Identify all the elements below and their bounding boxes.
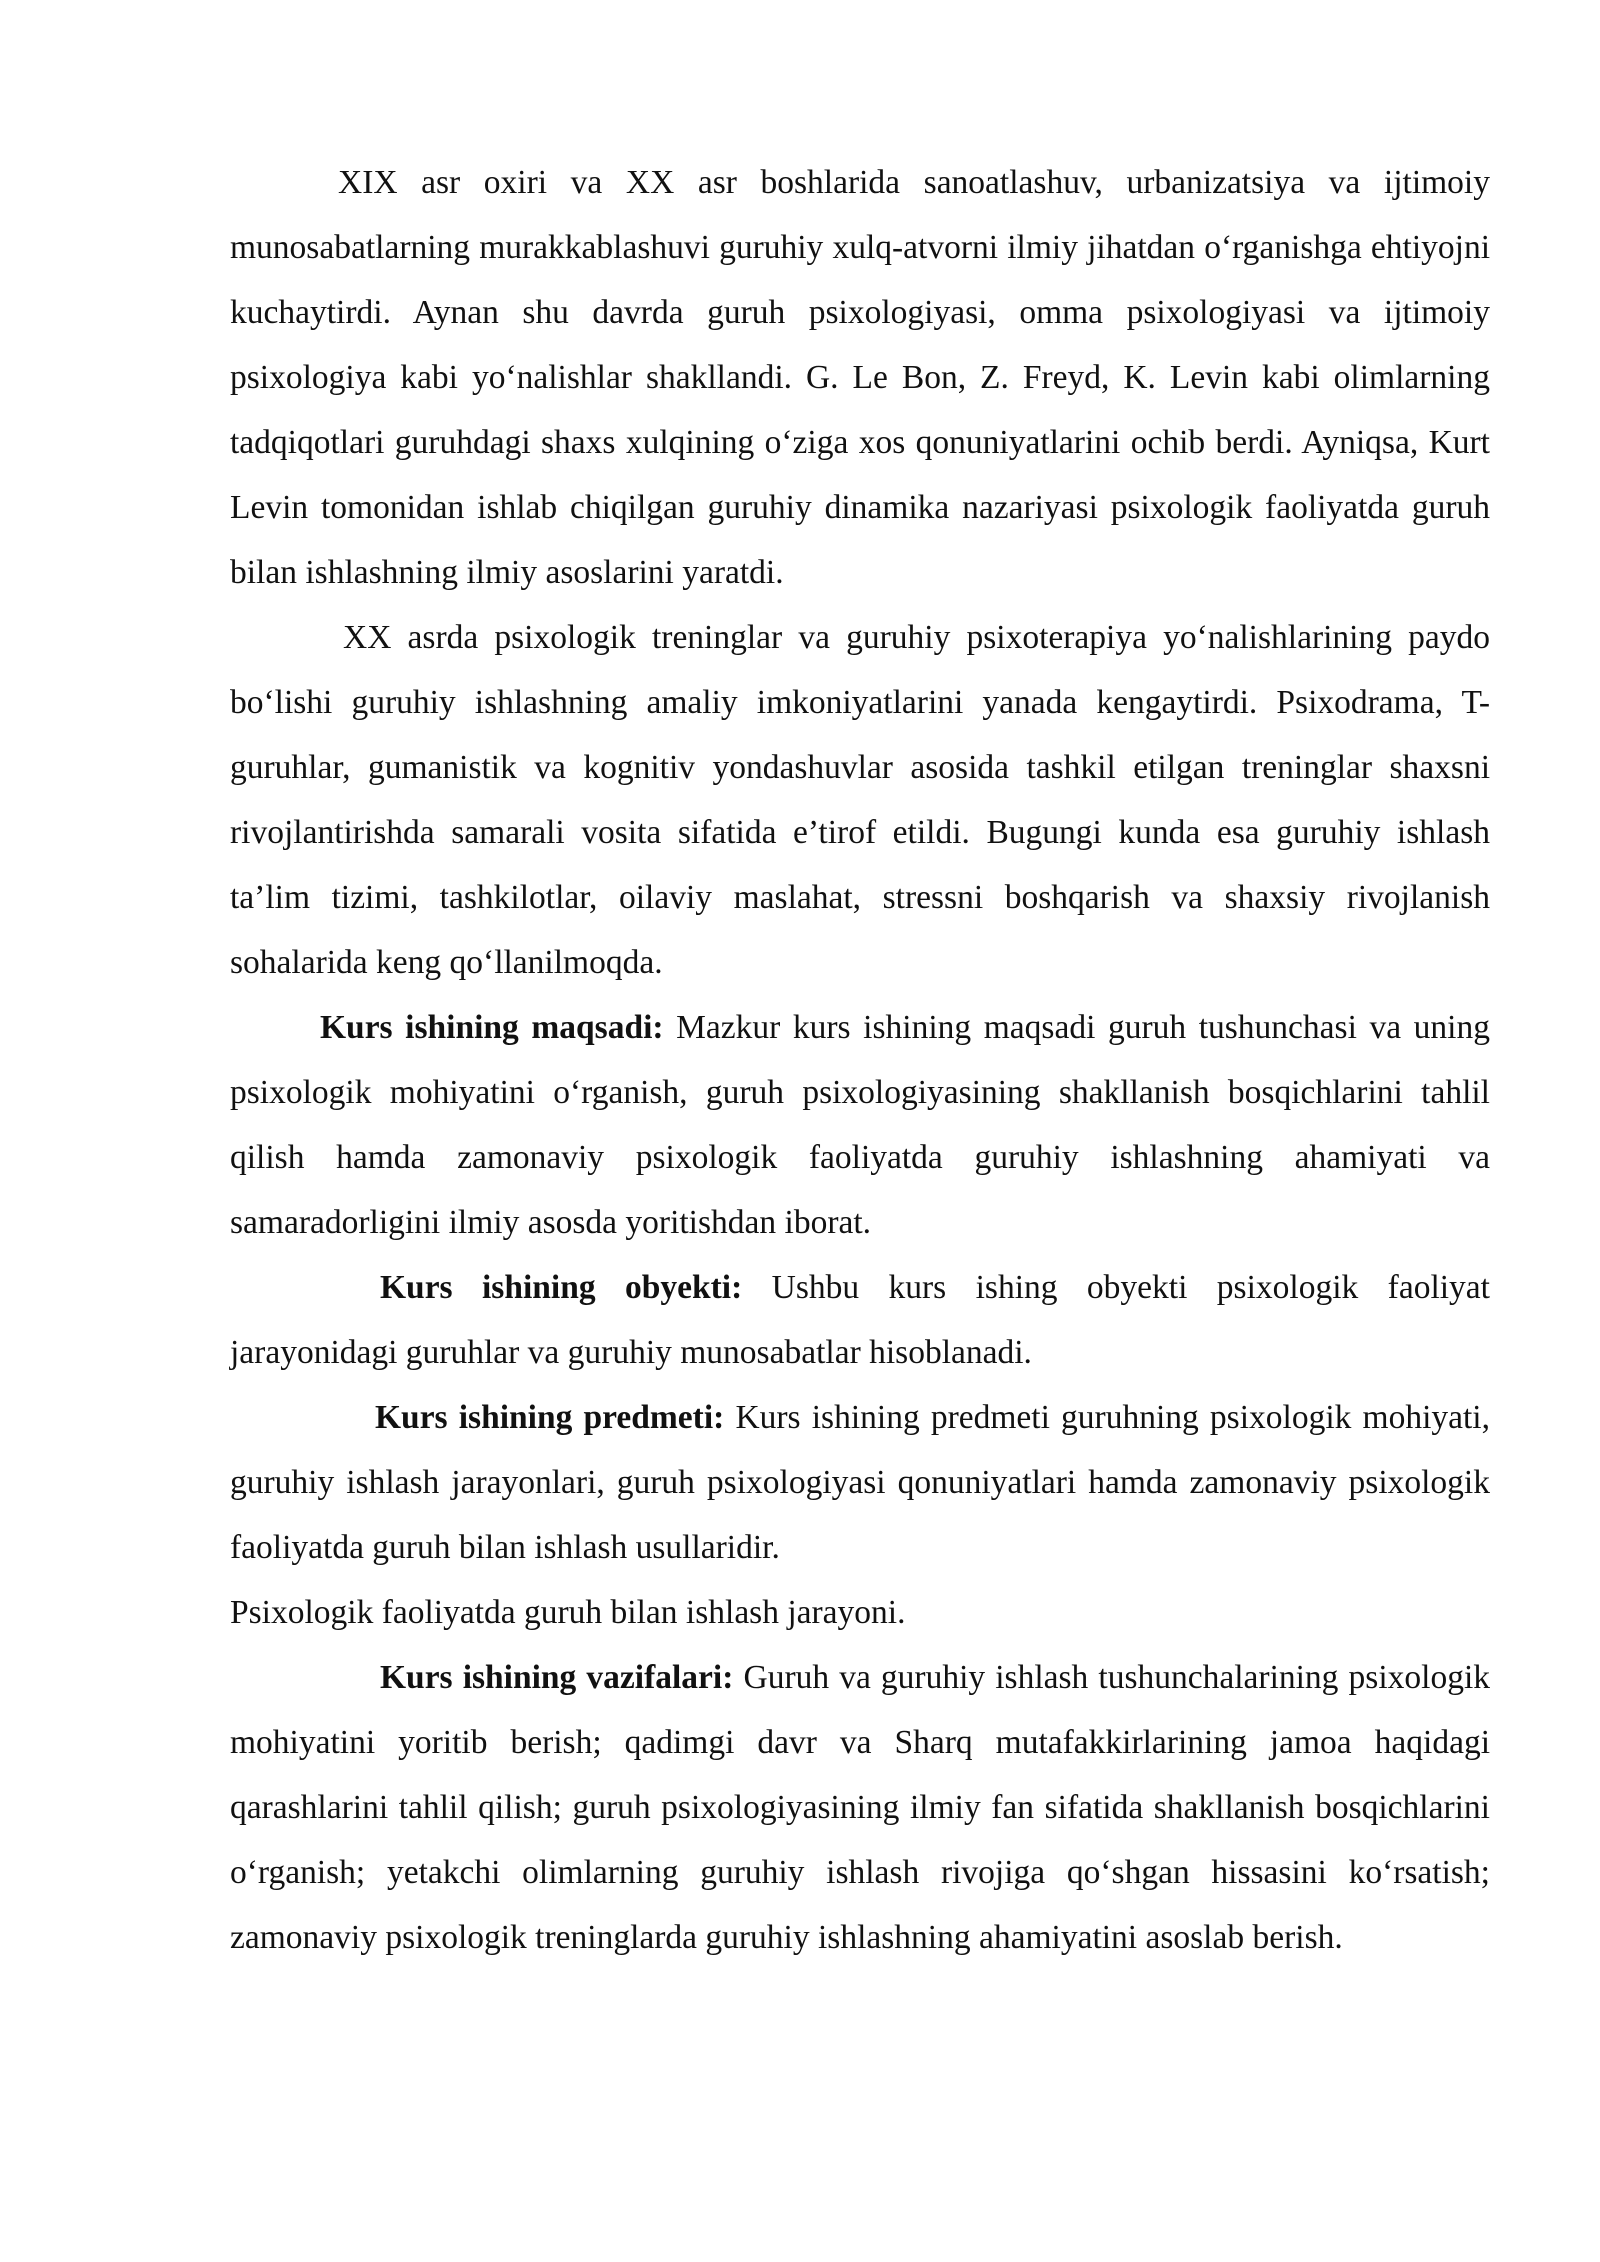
paragraph-history-19-20	[230, 150, 1490, 605]
paragraph-tasks	[230, 1645, 1490, 1970]
paragraph-goal	[230, 995, 1490, 1255]
document-body	[230, 150, 1490, 1970]
paragraph-text: Guruh va guruhiy ishlash tushunchalarining psixologik mohiyatini yoritib berish; qadimgi davr va Sharq mutafakkirlarining jamoa haqidagi qarashlarini tahlil qilish; guruh psixologiyasining ilmiy fan sifatida shakllanish bosqichlarini o‘rganish; yetakchi olimlarning guruhiy ishlash rivojiga qo‘shgan hissasini ko‘rsatish; zamonaviy psixologik treninglarda guruhiy ishlashning ahamiyatini asoslab berish.	[230, 1659, 1490, 1956]
paragraph-object	[230, 1255, 1490, 1385]
paragraph-text: XX asrda psixologik treninglar va guruhiy psixoterapiya yo‘nalishlarining paydo bo‘lishi guruhiy ishlashning amaliy imkoniyatlarini yanada kengaytirdi. Psixodrama, T-guruhlar, gumanistik va kognitiv yondashuvlar asosida tashkil etilgan treninglar shaxsni rivojlantirishda samarali vosita sifatida e’tirof etildi. Bugungi kunda esa guruhiy ishlash ta’lim tizimi, tashkilotlar, oilaviy maslahat, stressni boshqarish va shaxsiy rivojlanish sohalarida keng qo‘llanilmoqda.	[230, 619, 1490, 981]
paragraph-lead: Kurs ishining obyekti:	[380, 1269, 743, 1306]
paragraph-history-20	[230, 605, 1490, 995]
paragraph-lead: Kurs ishining maqsadi:	[320, 1009, 664, 1046]
paragraph-lead: Kurs ishining vazifalari:	[380, 1659, 734, 1696]
paragraph-text: XIX asr oxiri va XX asr boshlarida sanoatlashuv, urbanizatsiya va ijtimoiy munosabatlarning murakkablashuvi guruhiy xulq-atvorni ilmiy jihatdan o‘rganishga ehtiyojni kuchaytirdi. Aynan shu davrda guruh psixologiyasi, omma psixologiyasi va ijtimoiy psixologiya kabi yo‘nalishlar shakllandi. G. Le Bon, Z. Freyd, K. Levin kabi olimlarning tadqiqotlari guruhdagi shaxs xulqining o‘ziga xos qonuniyatlarini ochib berdi. Ayniqsa, Kurt Levin tomonidan ishlab chiqilgan guruhiy dinamika nazariyasi psixologik faoliyatda guruh bilan ishlashning ilmiy asoslarini yaratdi.	[230, 164, 1490, 591]
paragraph-process-line	[230, 1580, 1490, 1645]
paragraph-subject	[230, 1385, 1490, 1580]
paragraph-text: Psixologik faoliyatda guruh bilan ishlash jarayoni.	[230, 1594, 906, 1631]
paragraph-text: Ushbu kurs ishing obyekti psixologik faoliyat jarayonidagi guruhlar va guruhiy munosabatlar hisoblanadi.	[230, 1269, 1490, 1371]
paragraph-text: Kurs ishining predmeti guruhning psixologik mohiyati, guruhiy ishlash jarayonlari, guruh psixologiyasi qonuniyatlari hamda zamonaviy psixologik faoliyatda guruh bilan ishlash usullaridir.	[230, 1399, 1490, 1566]
paragraph-text: Mazkur kurs ishining maqsadi guruh tushunchasi va uning psixologik mohiyatini o‘rganish, guruh psixologiyasining shakllanish bosqichlarini tahlil qilish hamda zamonaviy psixologik faoliyatda guruhiy ishlashning ahamiyati va samaradorligini ilmiy asosda yoritishdan iborat.	[230, 1009, 1490, 1241]
paragraph-lead: Kurs ishining predmeti:	[375, 1399, 725, 1436]
